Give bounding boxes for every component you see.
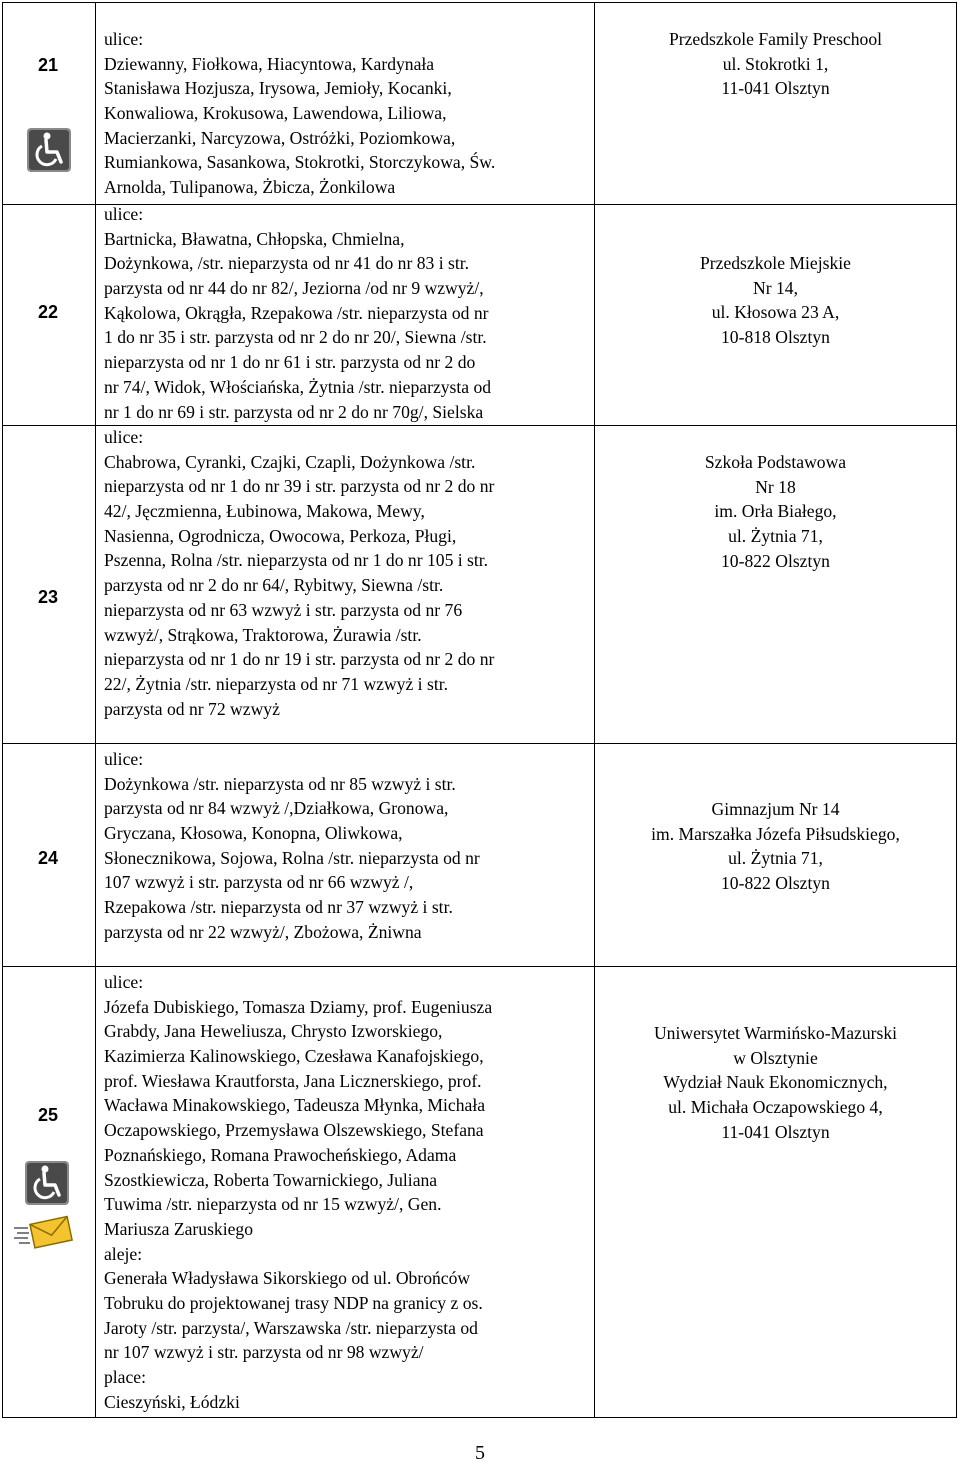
text-line: nieparzysta od nr 63 wzwyż i str. parzysta od nr 76 — [104, 599, 463, 620]
text-line: parzysta od nr 2 do nr 64/, Rybitwy, Siewna /str. — [104, 575, 444, 596]
text-line: parzysta od nr 22 wzwyż/, Zbożowa, Żniwna — [104, 921, 422, 942]
street-list — [104, 425, 592, 721]
column-divider — [594, 2, 595, 1418]
text-line: Macierzanki, Narcyzowa, Ostróżki, Poziomkowa, — [104, 127, 456, 148]
text-line: Tuwima /str. nieparzysta od nr 15 wzwyż/, Gen. — [104, 1194, 442, 1215]
text-line: 10-818 Olsztyn — [721, 327, 830, 348]
text-line: Wydział Nauk Ekonomicznych, — [663, 1072, 888, 1093]
text-line: Dożynkowa, /str. nieparzysta od nr 41 do nr 83 i str. — [104, 253, 470, 274]
text-line: Dziewanny, Fiołkowa, Hiacyntowa, Kardynała — [104, 53, 435, 74]
text-line: Szostkiewicza, Roberta Towarnickiego, Juliana — [104, 1169, 438, 1190]
street-list — [104, 747, 592, 945]
district-number: 24 — [37, 848, 59, 868]
text-line: nr 1 do nr 69 i str. parzysta od nr 2 do nr 70g/, Sielska — [104, 401, 484, 422]
text-line: parzysta od nr 44 do nr 82/, Jeziorna /od nr 9 wzwyż/, — [104, 278, 484, 299]
text-line: Cieszyński, Łódzki — [104, 1391, 240, 1412]
text-line: ul. Michała Oczapowskiego 4, — [668, 1097, 883, 1118]
institution-address — [596, 251, 955, 350]
text-line: Stanisława Hozjusza, Irysowa, Jemioły, Kocanki, — [104, 78, 452, 99]
text-line: ul. Kłosowa 23 A, — [711, 302, 840, 323]
text-line: ulice: — [104, 204, 144, 224]
text-line: im. Orła Białego, — [714, 501, 837, 522]
text-line: Generała Władysława Sikorskiego od ul. Obrońców — [104, 1268, 471, 1289]
text-line: Uniwersytet Warmińsko-Mazurski — [653, 1023, 898, 1043]
text-line: Przedszkole Miejskie — [700, 253, 851, 273]
text-line: Pszenna, Rolna /str. nieparzysta od nr 1 do nr 105 i str. — [104, 550, 489, 571]
text-line: ul. Żytnia 71, — [728, 526, 823, 547]
text-line: ulice: — [104, 749, 144, 769]
text-line: aleje: — [104, 1243, 143, 1264]
text-line: place: — [104, 1367, 146, 1387]
text-line: im. Marszałka Józefa Piłsudskiego, — [651, 823, 900, 844]
text-line: Wacława Minakowskiego, Tadeusza Młynka, Michała — [104, 1095, 486, 1116]
text-line: ulice: — [104, 29, 144, 49]
institution-address — [596, 450, 955, 573]
text-line: Arnolda, Tulipanowa, Żbicza, Żonkilowa — [104, 177, 396, 198]
text-line: Gimnazjum Nr 14 — [711, 799, 840, 819]
text-line: 11-041 Olsztyn — [721, 1121, 830, 1142]
text-line: Nasienna, Ogrodnicza, Owocowa, Perkoza, Pługi, — [104, 525, 457, 546]
text-line: ul. Żytnia 71, — [728, 848, 823, 869]
row-divider — [2, 743, 957, 744]
street-list — [104, 970, 592, 1414]
text-line: 22/, Żytnia /str. nieparzysta od nr 71 wzwyż i str. — [104, 673, 448, 694]
text-line: Rumiankowa, Sasankowa, Stokrotki, Storczykowa, Św. — [104, 152, 496, 173]
text-line: parzysta od nr 72 wzwyż — [104, 698, 280, 719]
wheelchair-icon — [26, 127, 72, 178]
text-line: nieparzysta od nr 1 do nr 61 i str. parzysta od nr 2 do — [104, 352, 476, 373]
text-line: 42/, Jęczmienna, Łubinowa, Makowa, Mewy, — [104, 501, 425, 522]
institution-address — [596, 1021, 955, 1144]
text-line: Poznańskiego, Romana Prawocheńskiego, Adama — [104, 1144, 457, 1165]
district-number: 22 — [37, 302, 59, 322]
column-divider — [95, 2, 96, 1418]
district-number: 21 — [37, 55, 59, 75]
text-line: Słonecznikowa, Sojowa, Rolna /str. nieparzysta od nr — [104, 847, 480, 868]
text-line: 107 wzwyż i str. parzysta od nr 66 wzwyż /, — [104, 872, 414, 893]
text-line: 11-041 Olsztyn — [721, 78, 830, 99]
table-border-bottom — [2, 1417, 957, 1418]
text-line: Bartnicka, Bławatna, Chłopska, Chmielna, — [104, 228, 405, 249]
text-line: nr 107 wzwyż i str. parzysta od nr 98 wzwyż/ — [104, 1342, 424, 1363]
text-line: Józefa Dubiskiego, Tomasza Dziamy, prof. Eugeniusza — [104, 996, 493, 1017]
text-line: Rzepakowa /str. nieparzysta od nr 37 wzwyż i str. — [104, 897, 453, 918]
district-number: 23 — [37, 587, 59, 607]
text-line: parzysta od nr 84 wzwyż /,Działkowa, Gronowa, — [104, 798, 449, 819]
text-line: 10-822 Olsztyn — [721, 550, 830, 571]
text-line: nieparzysta od nr 1 do nr 39 i str. parzysta od nr 2 do nr — [104, 476, 495, 497]
text-line: Gryczana, Kłosowa, Konopna, Oliwkowa, — [104, 823, 403, 844]
wheelchair-icon — [24, 1160, 70, 1211]
street-list — [104, 202, 592, 424]
institution-address — [596, 797, 955, 896]
table-border-left — [2, 2, 3, 1418]
text-line: Nr 14, — [753, 277, 798, 298]
row-divider — [2, 966, 957, 967]
text-line: Oczapowskiego, Przemysława Olszewskiego, Stefana — [104, 1120, 484, 1141]
text-line: Mariusza Zaruskiego — [104, 1218, 254, 1239]
page-number: 5 — [475, 1442, 485, 1464]
text-line: Nr 18 — [755, 476, 796, 497]
text-line: Jaroty /str. parzysta/, Warszawska /str. nieparzysta od — [104, 1317, 478, 1338]
text-line: 1 do nr 35 i str. parzysta od nr 2 do nr 20/, Siewna /str. — [104, 327, 487, 348]
table-border-top — [2, 2, 957, 3]
text-line: Konwaliowa, Krokusowa, Lawendowa, Liliowa, — [104, 103, 447, 124]
text-line: wzwyż/, Strąkowa, Traktorowa, Żurawia /str. — [104, 624, 422, 645]
text-line: Tobruku do projektowanej trasy NDP na granicy z os. — [104, 1292, 483, 1313]
text-line: nr 74/, Widok, Włościańska, Żytnia /str. nieparzysta od — [104, 376, 492, 397]
text-line: ulice: — [104, 427, 144, 447]
text-line: Szkoła Podstawowa — [704, 452, 847, 472]
text-line: w Olsztynie — [733, 1047, 818, 1068]
text-line: 10-822 Olsztyn — [721, 873, 830, 894]
text-line: Grabdy, Jana Heweliusza, Chrysto Izworskiego, — [104, 1021, 443, 1042]
text-line: nieparzysta od nr 1 do nr 19 i str. parzysta od nr 2 do nr — [104, 649, 495, 670]
text-line: ul. Stokrotki 1, — [722, 53, 829, 74]
table-border-right — [956, 2, 957, 1418]
district-number: 25 — [37, 1105, 59, 1125]
text-line: Dożynkowa /str. nieparzysta od nr 85 wzwyż i str. — [104, 773, 456, 794]
institution-address — [596, 27, 955, 101]
text-line: ulice: — [104, 972, 144, 992]
mail-envelope-icon — [12, 1214, 76, 1255]
text-line: prof. Wiesława Krautforsta, Jana Licznerskiego, prof. — [104, 1070, 482, 1091]
text-line: Chabrowa, Cyranki, Czajki, Czapli, Dożynkowa /str. — [104, 451, 476, 472]
text-line: Kąkolowa, Okrągła, Rzepakowa /str. nieparzysta od nr — [104, 302, 489, 323]
text-line: Kazimierza Kalinowskiego, Czesława Kanafojskiego, — [104, 1046, 484, 1067]
street-list — [104, 27, 592, 200]
text-line: Przedszkole Family Preschool — [668, 29, 883, 49]
